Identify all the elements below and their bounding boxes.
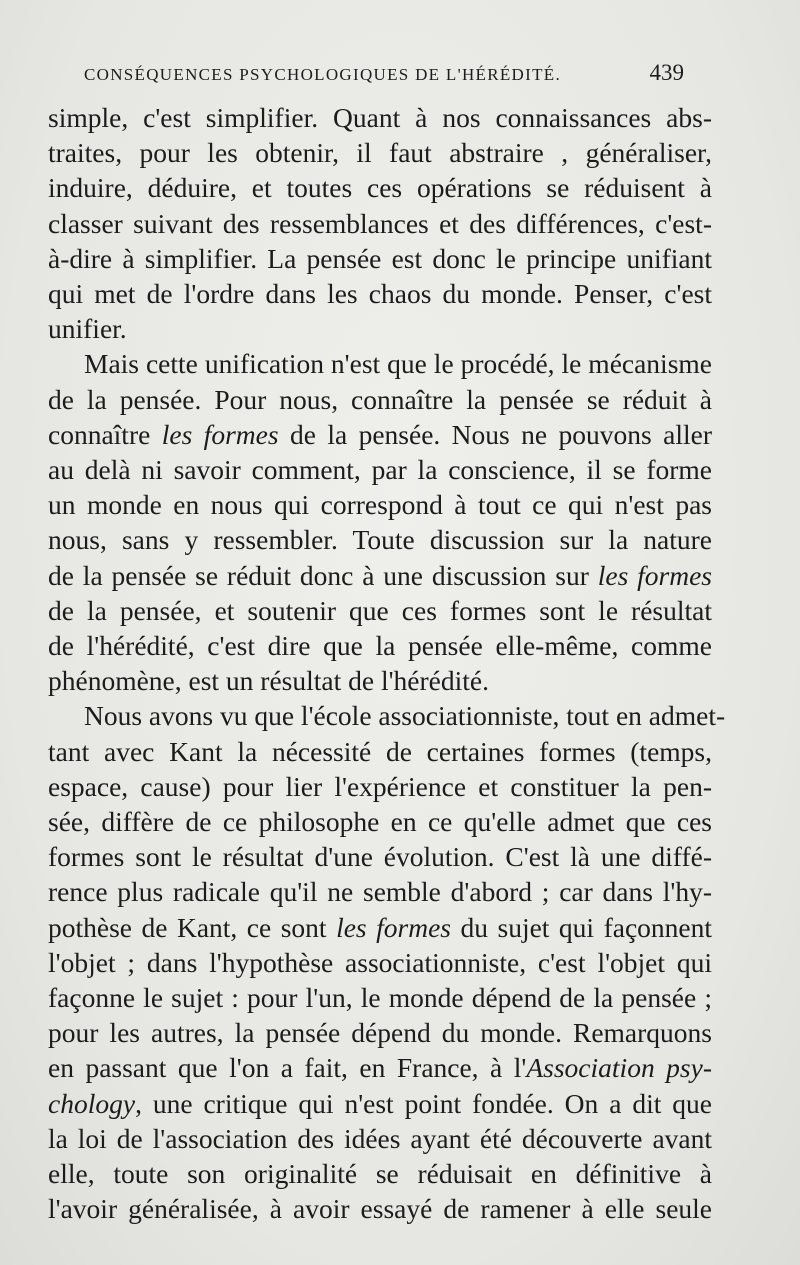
text-line: simple, c'est simplifier. Quant à nos connaissances abs- [48,102,712,133]
text-line: de la pensée, et soutenir que ces formes sont le résultat [48,594,712,626]
text-line: Nous avons vu que l'école associationniste, tout en admet- [84,700,726,732]
text-line: unifier. [48,313,127,345]
text-line: traites, pour les obtenir, il faut abstraire , généraliser, [48,137,712,169]
running-title: CONSÉQUENCES PSYCHOLOGIQUES DE L'HÉRÉDITÉ. [84,65,561,84]
text-line: l'objet ; dans l'hypothèse associationniste, c'est l'objet qui [48,946,712,978]
text-line: en passant que l'on a fait, en France, à l'Association psy- [48,1052,712,1084]
text-line: chology, une critique qui n'est point fondée. On a dit que [48,1087,712,1119]
text-line: classer suivant des ressemblances et des différences, c'est- [48,207,712,239]
text-line: de la pensée se réduit donc à une discussion sur les formes [48,559,712,591]
paragraph-1 [48,100,712,346]
text-line: elle, toute son originalité se réduisait en définitive à [48,1158,712,1190]
text-line: la loi de l'association des idées ayant été découverte avant [48,1122,712,1154]
text-line: rence plus radicale qu'il ne semble d'abord ; car dans l'hy- [48,876,712,908]
body-text [48,100,726,1227]
text-line: formes sont le résultat d'une évolution. C'est là une diffé- [48,841,712,873]
text-line: induire, déduire, et toutes ces opérations se réduisent à [48,172,712,204]
text-line: façonne le sujet : pour l'un, le monde dépend de la pensée ; [48,982,712,1014]
running-head [84,60,684,86]
text-line: nous, sans y ressembler. Toute discussion sur la nature [48,524,712,556]
text-line: au delà ni savoir comment, par la conscience, il se forme [48,454,712,486]
text-line: à-dire à simplifier. La pensée est donc le principe unifiant [48,242,712,274]
text-line: l'avoir généralisée, à avoir essayé de ramener à elle seule [48,1193,712,1225]
text-line: pour les autres, la pensée dépend du monde. Remarquons [48,1017,712,1049]
text-line: espace, cause) pour lier l'expérience et constituer la pen- [48,770,712,802]
paragraph-2 [48,346,712,698]
text-line: phénomène, est un résultat de l'hérédité. [48,665,489,697]
text-line: pothèse de Kant, ce sont les formes du sujet qui façonnent [48,911,712,943]
paragraph-3 [48,698,726,1226]
text-line: sée, diffère de ce philosophe en ce qu'elle admet que ces [48,806,712,838]
text-line: Mais cette unification n'est que le procédé, le mécanisme [84,348,712,380]
text-line: un monde en nous qui correspond à tout ce qui n'est pas [48,489,712,521]
text-line: de la pensée. Pour nous, connaître la pensée se réduit à [48,383,712,415]
text-line: tant avec Kant la nécessité de certaines formes (temps, [48,735,712,767]
text-line: de l'hérédité, c'est dire que la pensée elle-même, comme [48,630,712,662]
text-line: qui met de l'ordre dans les chaos du monde. Penser, c'est [48,278,712,310]
text-line: connaître les formes de la pensée. Nous ne pouvons aller [48,418,712,450]
page-number: 439 [649,60,684,85]
